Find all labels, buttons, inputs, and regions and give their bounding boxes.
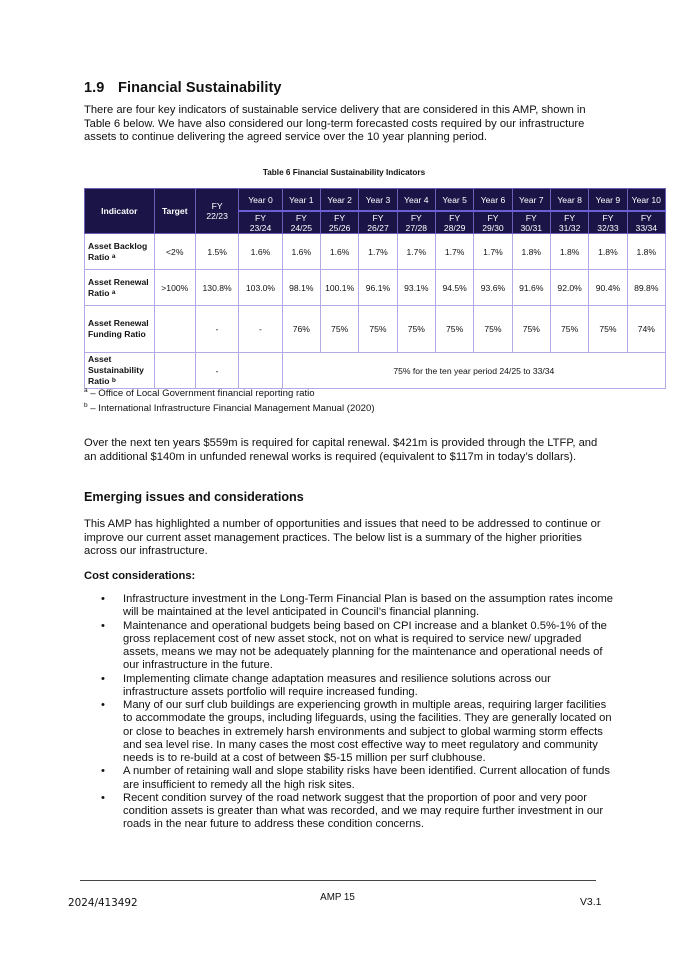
table-row (85, 234, 666, 270)
fy-value: 24/25 (290, 222, 313, 233)
header-target: Target (154, 189, 195, 234)
footnote-mark: a (111, 252, 116, 260)
value-cell: 75% (512, 306, 550, 353)
cost-considerations-list (84, 593, 614, 832)
emerging-paragraph: This AMP has highlighted a number of opportunities and issues that need to be addressed to continue or improve our current asset management practices. The below list is a summary of the higher priorities across our infrastructure. (84, 518, 601, 558)
list-item-text: A number of retaining wall and slope stability risks have been identified. Current allocation of funds are insufficient to remedy all the high risk sites. (123, 765, 610, 791)
value-cell: 76% (282, 306, 320, 353)
bullet-icon: • (101, 765, 105, 778)
value-cell: 100.1% (320, 270, 358, 306)
value-cell: 1.7% (397, 234, 435, 270)
target-cell: >100% (154, 270, 195, 306)
indicator-label: Asset Renewal Funding Ratio (88, 318, 149, 339)
value-cell: 93.6% (474, 270, 512, 306)
list-item-text: Infrastructure investment in the Long-Term Financial Plan is based on the assumption rates income will be maintained at the level anticipated in Council’s financial planning. (123, 593, 614, 619)
fy-label: FY (372, 212, 384, 223)
list-item (84, 593, 614, 619)
bullet-icon: • (101, 699, 105, 712)
header-fy (435, 211, 473, 234)
renewal-paragraph: Over the next ten years $559m is required for capital renewal. $421m is provided through the LTFP, and an additional $140m in unfunded renewal works is required (equivalent to $117m in today’s dollars). (84, 437, 598, 463)
bullet-icon: • (101, 593, 105, 605)
list-item-text: Recent condition survey of the road network suggest that the proportion of poor and very poor condition assets is greater than what was recorded, and we may require further investment in our roads in the near future to address these condition concerns. (123, 791, 604, 831)
emerging-heading: Emerging issues and considerations (84, 490, 304, 504)
cost-considerations-heading: Cost considerations: (84, 570, 196, 582)
value-cell: 1.6% (239, 234, 282, 270)
header-fy (589, 211, 627, 234)
header-fy (550, 211, 588, 234)
indicator-cell (85, 234, 155, 270)
header-fy (512, 211, 550, 234)
fy-value: 33/34 (635, 222, 658, 233)
header-year: Year 8 (550, 189, 588, 212)
bullet-icon: • (101, 791, 105, 804)
value-cell: 75% (320, 306, 358, 353)
table-row (85, 270, 666, 306)
footnote-mark: b (84, 402, 88, 409)
table-row (85, 306, 666, 353)
footnote-mark: a (111, 288, 116, 296)
header-year: Year 9 (589, 189, 627, 212)
list-item (84, 620, 614, 673)
value-cell: 75% (397, 306, 435, 353)
fy-label: FY (487, 212, 499, 223)
header-year: Year 10 (627, 189, 665, 212)
value-cell: 94.5% (435, 270, 473, 306)
header-fy (474, 211, 512, 234)
header-year: Year 5 (435, 189, 473, 212)
header-year: Year 2 (320, 189, 358, 212)
bullet-icon: • (101, 619, 105, 632)
indicator-label: Asset Backlog Ratio (88, 240, 148, 262)
header-year: Year 3 (359, 189, 397, 212)
header-indicator: Indicator (85, 189, 155, 234)
value-cell: 96.1% (359, 270, 397, 306)
financial-sustainability-table (84, 188, 666, 389)
value-cell: 75% (589, 306, 627, 353)
list-item (84, 699, 614, 765)
fy-label: FY (564, 212, 576, 223)
fy-label: FY (525, 212, 537, 223)
base-cell: - (195, 306, 238, 353)
fy-value: 28/29 (443, 222, 466, 233)
header-year: Year 4 (397, 189, 435, 212)
base-cell: 1.5% (195, 234, 238, 270)
fy-value: 25/26 (328, 222, 351, 233)
value-cell: 75% (550, 306, 588, 353)
fy-value: 29/30 (482, 222, 504, 233)
list-item-text: Implementing climate change adaptation measures and resilience solutions across our infrastructure assets portfolio will require increased funding. (123, 672, 551, 698)
fy-label: FY (295, 212, 307, 223)
list-item (84, 765, 614, 791)
fy-label: FY (640, 212, 652, 223)
target-cell (154, 353, 195, 389)
header-year: Year 6 (474, 189, 512, 212)
value-cell: 1.7% (359, 234, 397, 270)
header-fy (282, 211, 320, 234)
indicator-cell (85, 353, 155, 389)
header-fy (239, 211, 282, 234)
fy-value: 30/31 (520, 222, 543, 233)
header-fy (359, 211, 397, 234)
header-fy (627, 211, 665, 234)
list-item (84, 792, 614, 832)
footer-divider (80, 880, 596, 881)
value-cell: 1.6% (282, 234, 320, 270)
value-cell: 75% (435, 306, 473, 353)
fy-label: FY (602, 212, 614, 223)
header-base-fy (195, 189, 238, 234)
footnote-mark: a (84, 387, 88, 394)
fy-label: FY (254, 212, 266, 223)
value-cell: 75% (474, 306, 512, 353)
base-cell: 130.8% (195, 270, 238, 306)
fy-value: 27/28 (405, 222, 428, 233)
intro-paragraph: There are four key indicators of sustainable service delivery that are considered in this AMP, shown in Table 6 below. We have also considered our long-term forecasted costs required by our infrastructure assets to continue delivering the agreed service over the 10 year planning period. (84, 104, 586, 144)
footnote-text: – Office of Local Government financial reporting ratio (87, 388, 315, 399)
header-year: Year 1 (282, 189, 320, 212)
value-cell (239, 353, 282, 389)
base-cell: - (195, 353, 238, 389)
fy-value: 31/32 (558, 222, 581, 233)
fy-value: 32/33 (597, 222, 619, 233)
footer-version: V3.1 (580, 897, 602, 908)
indicator-cell (85, 306, 155, 353)
indicator-label: Asset Renewal Ratio (88, 276, 149, 298)
value-cell: 93.1% (397, 270, 435, 306)
value-cell: 75% (359, 306, 397, 353)
header-fy (397, 211, 435, 234)
value-cell: 103.0% (239, 270, 282, 306)
table-row (85, 353, 666, 389)
table-caption: Table 6 Financial Sustainability Indicators (262, 168, 426, 177)
header-base-fy-line2: 22/23 (206, 211, 228, 221)
fy-value: 26/27 (367, 222, 389, 233)
list-item-text: Many of our surf club buildings are experiencing growth in multiple areas, requiring larger facilities to accommodate the groups, including lifeguards, using the facilities. They are generally located on or close to beaches in extremely harsh environments and subject to global warming storm effects and sea level rise. In many cases the most cost effective way to meet regulatory and community needs is to re-build at a cost of between $5-15 million per surf clubhouse. (123, 699, 612, 764)
fy-value: 23/24 (249, 222, 272, 233)
header-row-years (85, 189, 666, 212)
section-heading (84, 80, 282, 96)
header-year: Year 0 (239, 189, 282, 212)
header-base-fy-line1: FY (211, 201, 223, 211)
value-cell: 98.1% (282, 270, 320, 306)
fy-label: FY (449, 212, 461, 223)
value-cell: 1.7% (435, 234, 473, 270)
value-cell: 74% (627, 306, 665, 353)
header-year: Year 7 (512, 189, 550, 212)
value-cell: 1.7% (474, 234, 512, 270)
header-fy (320, 211, 358, 234)
value-cell: 89.8% (627, 270, 665, 306)
section-number: 1.9 (84, 80, 105, 96)
list-item (84, 673, 614, 699)
section-title: Financial Sustainability (118, 80, 282, 96)
value-cell: 1.6% (320, 234, 358, 270)
indicator-label: Asset Sustainability Ratio (88, 354, 144, 386)
value-cell: 1.8% (550, 234, 588, 270)
bullet-icon: • (101, 672, 105, 685)
footer-page-label: AMP 15 (320, 892, 355, 903)
value-cell: 1.8% (512, 234, 550, 270)
target-cell: <2% (154, 234, 195, 270)
value-cell: 1.8% (589, 234, 627, 270)
merged-value-cell: 75% for the ten year period 24/25 to 33/34 (282, 353, 665, 389)
target-cell (154, 306, 195, 353)
footer-doc-number: 2024/413492 (68, 897, 138, 909)
indicator-cell (85, 270, 155, 306)
fy-label: FY (410, 212, 422, 223)
value-cell: - (239, 306, 282, 353)
list-item-text: Maintenance and operational budgets being based on CPI increase and a blanket 0.5%-1% of the gross replacement cost of new asset stock, not on what is required to service new/ upgraded assets, means we may not be adequately planning for the maintenance and operational needs of our infrastructure in the future. (123, 619, 607, 672)
fy-label: FY (334, 212, 346, 223)
footnote-text: – International Infrastructure Financial Management Manual (2020) (87, 403, 375, 414)
value-cell: 1.8% (627, 234, 665, 270)
footnote-b (84, 403, 375, 414)
footnote-mark: b (111, 377, 116, 384)
value-cell: 91.6% (512, 270, 550, 306)
value-cell: 90.4% (589, 270, 627, 306)
footnote-a (84, 388, 315, 399)
value-cell: 92.0% (550, 270, 588, 306)
